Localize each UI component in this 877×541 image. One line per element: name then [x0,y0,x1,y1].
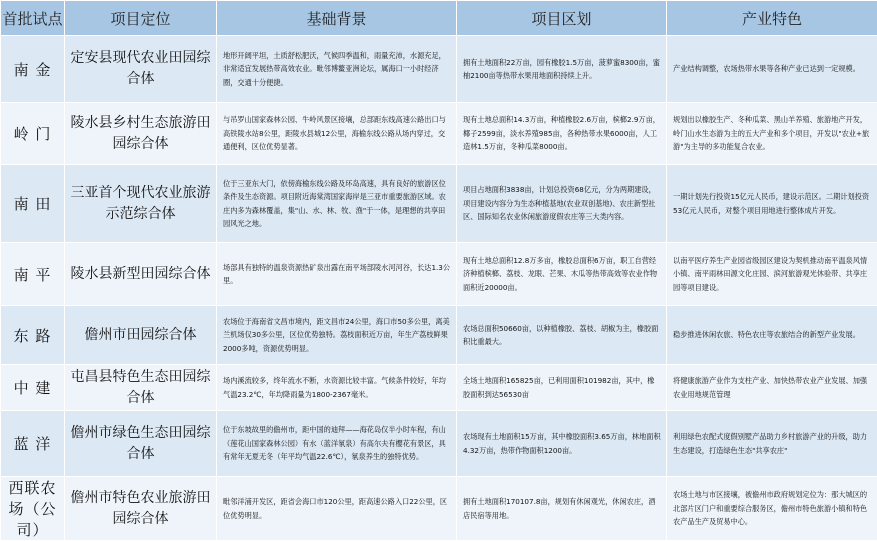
feature-text: 利用绿色农配式度假别墅产品助力乡村旅游产业的升级，助力生态建设，打造绿色生态"共享农庄" [667,411,877,477]
zoning-text: 全场土地面积165825亩，已利用面积101982亩，其中，橡胶面积到达56530亩 [457,365,667,411]
pilot-name: 西联农场（公司） [1,477,65,541]
pilot-name: 南 平 [1,243,65,306]
project-position: 儋州市绿色生态田园综合体 [65,411,217,477]
feature-text: 稳步推进休闲农旅、特色农庄等农旅结合的新型产业发展。 [667,306,877,365]
project-position: 屯昌县特色生态田园综合体 [65,365,217,411]
table-row [1,36,877,103]
feature-text: 产业结构调整，农场热带水果等各种产业已达到一定规模。 [667,36,877,103]
background-text: 地形开阔平坦，土质舒松肥沃，气候四季温和，雨量充沛，水源充足，非常适宜发展热带高效农业。毗邻博鳌亚洲论坛，属海口一小时经济圈，交通十分便捷。 [217,36,457,103]
pilot-name: 东 路 [1,306,65,365]
header-zoning: 项目区划 [457,1,667,36]
pilot-name: 南 田 [1,165,65,243]
header-position: 项目定位 [65,1,217,36]
background-text: 场部具有独特的温泉资源热矿泉出露在南平场部陵水河河谷，长达1.3公里。 [217,243,457,306]
project-position: 儋州市特色农业旅游田园综合体 [65,477,217,541]
table-row [1,306,877,365]
zoning-text: 农场总面积50660亩，以种植橡胶、荔枝、胡椒为主，橡胶面积比重最大。 [457,306,667,365]
feature-text: 规划出以橡胶生产、冬种瓜菜、黑山羊养殖、旅游地产开发，岭门山水生态游为主的五大产业和多个项目，开发以"农业+旅游"为主导的多功能复合农业。 [667,103,877,165]
background-text: 场内溪流较多，终年流水不断，水资源比较丰富。气候条件较好，年均气温23.2℃，年均降雨量为1800-2367毫米。 [217,365,457,411]
pilot-name: 蓝 洋 [1,411,65,477]
feature-text: 一期计划先行投资15亿元人民币，建设示范区。二期计划投资53亿元人民币，对整个项目用地进行整体成片开发。 [667,165,877,243]
table-row [1,365,877,411]
feature-text: 农场土地与市区接壤，被儋州市政府规划定位为：那大城区的北部片区门户和重要综合服务区，儋州市特色旅游小镇和特色农产品生产及贸易中心。 [667,477,877,541]
header-row [1,1,877,36]
pilot-name: 南 金 [1,36,65,103]
zoning-text: 现有土地总面积14.3万亩，种植橡胶2.6万亩，槟榔2.9万亩，椰子2599亩，淡水养殖985亩，各种热带水果6000亩，人工造林1.5万亩，冬种瓜菜8000亩。 [457,103,667,165]
table-row [1,477,877,541]
background-text: 毗邻洋浦开发区，距省会海口市120公里，距高速公路入口22公里，区位优势明显。 [217,477,457,541]
project-position: 陵水县乡村生态旅游田园综合体 [65,103,217,165]
zoning-text: 农场现有土地面积15万亩，其中橡胶面积3.65万亩，林地面积4.32万亩，热带作物面积1200亩。 [457,411,667,477]
background-text: 与吊罗山国家森林公园、牛岭风景区接壤，总部距东线高速公路出口与高铁陵水站8公里，距陵水县城12公里，海榆东线公路从场内穿过，交通便利，区位优势显著。 [217,103,457,165]
zoning-text: 拥有土地面积22万亩，园有橡胶1.5万亩，菠萝蜜8300亩，蜜柚2100亩等热带水果用地面积持续上升。 [457,36,667,103]
project-position: 儋州市田园综合体 [65,306,217,365]
zoning-text: 拥有土地面积170107.8亩，规划有休闲观光，休闲农庄，酒店民宿等用地。 [457,477,667,541]
feature-text: 将健康旅游产业作为支柱产业、加快热带农业产业发展、加强农业用地规范管理 [667,365,877,411]
header-pilot: 首批试点 [1,1,65,36]
project-position: 定安县现代农业田园综合体 [65,36,217,103]
zoning-text: 现有土地总面积12.8万多亩，橡胶总面积6万亩，职工自营经济种植槟榔、荔枝、龙眼、芒果、木瓜等热带高效等农业作物面积近20000亩。 [457,243,667,306]
table-row [1,165,877,243]
project-position: 陵水县新型田园综合体 [65,243,217,306]
background-text: 位于东坡故里的儋州市，距中国的迪拜——海花岛仅半小时车程，有山（莲花山国家森林公园）有水（蓝洋氡泉）有高尔夫有樱花有景区，具有常年无夏无冬（年平均气温22.6℃），氡泉养生的独特优势。 [217,411,457,477]
pilot-name: 岭 门 [1,103,65,165]
zoning-text: 项目占地面积3838亩，计划总投资68亿元，分为两期建设，项目建设内容分为生态种植基地(农业双创基地)、农庄新型社区、国际知名农业休闲旅游度假农庄等三大类内容。 [457,165,667,243]
header-feature: 产业特色 [667,1,877,36]
table-row [1,411,877,477]
pilot-name: 中 建 [1,365,65,411]
background-text: 农场位于海南省文昌市境内，距文昌市24公里，海口市50多公里，离美兰机场仅30多公里，区位优势独特。荔枝面积近万亩，年生产荔枝鲜果2000多吨，资源优势明显。 [217,306,457,365]
background-text: 位于三亚东大门，依傍海榆东线公路及环岛高速，具有良好的旅游区位条件及生态资源。项目附近海棠湾国家海岸是三亚市重要旅游区域。农庄内多为森林覆盖，集"山、水、林、牧、渔"于一体，是理想的共享田园风光之地。 [217,165,457,243]
header-background: 基础背景 [217,1,457,36]
table-row [1,243,877,306]
feature-text: 以南平医疗养生产业园省级园区建设为契机推动南平温泉风情小镇、南平雨林田源文化庄园、滨河旅游观光休验带、共享庄园等项目建设。 [667,243,877,306]
project-position: 三亚首个现代农业旅游示范综合体 [65,165,217,243]
table-row [1,103,877,165]
